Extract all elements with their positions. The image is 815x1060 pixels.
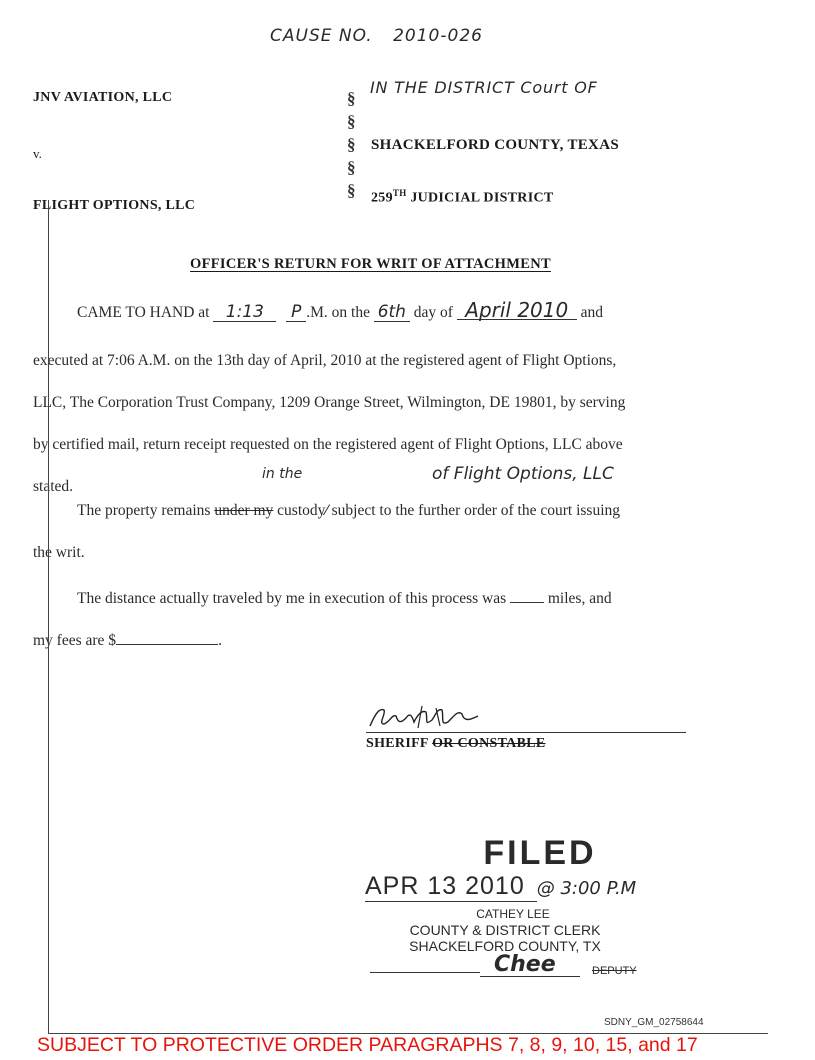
signature-title <box>366 736 546 752</box>
section-symbols <box>347 89 356 207</box>
stated-line: stated. <box>33 478 74 495</box>
property-line <box>77 502 620 520</box>
insertion-of-flight-options: of Flight Options, LLC <box>432 464 614 484</box>
received-time-suffix: .M. on the <box>306 304 370 321</box>
court-district <box>371 188 554 207</box>
fees-label: my fees are $ <box>33 632 117 649</box>
insertion-in-the: in the <box>262 466 303 482</box>
court-order-label: subject to the further order of the court issuing <box>331 502 621 519</box>
section-symbol: § <box>347 135 356 154</box>
section-symbol: § <box>347 181 356 200</box>
service-line: by certified mail, return receipt requested on the registered agent of Flight Options, LLC above <box>33 436 623 453</box>
cause-number <box>270 26 483 46</box>
section-symbol: § <box>347 158 356 177</box>
came-to-hand-label: CAME TO HAND at <box>77 304 210 321</box>
district-number-suffix: TH <box>392 188 407 198</box>
deputy-rule <box>370 972 480 973</box>
property-label: The property remains <box>77 502 211 519</box>
and-label: and <box>580 304 604 321</box>
document-title: OFFICER'S RETURN FOR WRIT OF ATTACHMENT <box>190 256 551 272</box>
sheriff-signature <box>366 700 486 734</box>
struck-constable: OR CONSTABLE <box>432 736 546 751</box>
the-writ-line: the writ. <box>33 544 85 561</box>
day-of-label: day of <box>413 304 453 321</box>
cause-label: CAUSE NO. <box>270 26 373 46</box>
miles-blank <box>510 588 544 603</box>
protective-order-notice: SUBJECT TO PROTECTIVE ORDER PARAGRAPHS 7, 8, 9, 10, 15, and 17 <box>37 1034 698 1056</box>
court-line-handwritten: IN THE DISTRICT Court OF <box>370 78 598 97</box>
defendant-name: FLIGHT OPTIONS, LLC <box>33 198 196 213</box>
clerk-block <box>385 906 625 954</box>
clerk-county: SHACKELFORD COUNTY, TX <box>409 938 601 954</box>
left-margin-rule <box>48 200 49 1034</box>
versus-label: v. <box>33 146 42 161</box>
filed-label: FILED <box>483 834 597 872</box>
clerk-name: CATHEY LEE <box>476 907 550 921</box>
deputy-signature: Chee <box>494 952 556 977</box>
fees-line <box>33 630 222 650</box>
fees-period: . <box>218 632 222 649</box>
plaintiff-name: JNV AVIATION, LLC <box>33 90 173 105</box>
signature-line <box>366 732 686 733</box>
struck-deputy: DEPUTY <box>592 965 637 977</box>
section-symbol: § <box>347 89 356 108</box>
filed-time: @ 3:00 P.M <box>536 878 637 899</box>
received-month-year: April 2010 <box>457 301 577 320</box>
district-label: JUDICIAL DISTRICT <box>406 190 554 206</box>
cause-number-value: 2010-026 <box>393 26 483 46</box>
deputy-line <box>370 952 670 980</box>
fees-blank <box>116 630 218 645</box>
filed-stamp <box>380 835 660 871</box>
address-line: LLC, The Corporation Trust Company, 1209 Orange Street, Wilmington, DE 19801, by serving <box>33 394 626 411</box>
district-number: 259 <box>371 190 393 206</box>
section-symbol: § <box>347 112 356 131</box>
filed-date: APR 13 2010 <box>365 872 525 900</box>
deputy-rule-2 <box>480 976 580 977</box>
distance-label: The distance actually traveled by me in execution of this process was <box>77 590 507 607</box>
court-county: SHACKELFORD COUNTY, TEXAS <box>371 137 619 153</box>
clerk-title: COUNTY & DISTRICT CLERK <box>409 922 601 938</box>
struck-under-my: under my <box>214 502 274 519</box>
sheriff-label: SHERIFF <box>366 736 429 751</box>
miles-label: miles, and <box>547 590 612 607</box>
bates-number: SDNY_GM_02758644 <box>604 1017 704 1028</box>
distance-line <box>77 588 612 608</box>
insertion-caret: ⁄ <box>325 503 328 519</box>
custody-label: custody <box>277 502 326 519</box>
received-time: 1:13 <box>213 303 276 322</box>
came-to-hand-line <box>77 298 777 322</box>
execution-line: executed at 7:06 A.M. on the 13th day of April, 2010 at the registered agent of Flight Options, <box>33 352 617 369</box>
filed-date-line <box>365 872 636 901</box>
filed-date-underline <box>365 901 537 902</box>
am-pm-mark: P <box>286 303 306 322</box>
received-day: 6th <box>374 303 410 322</box>
